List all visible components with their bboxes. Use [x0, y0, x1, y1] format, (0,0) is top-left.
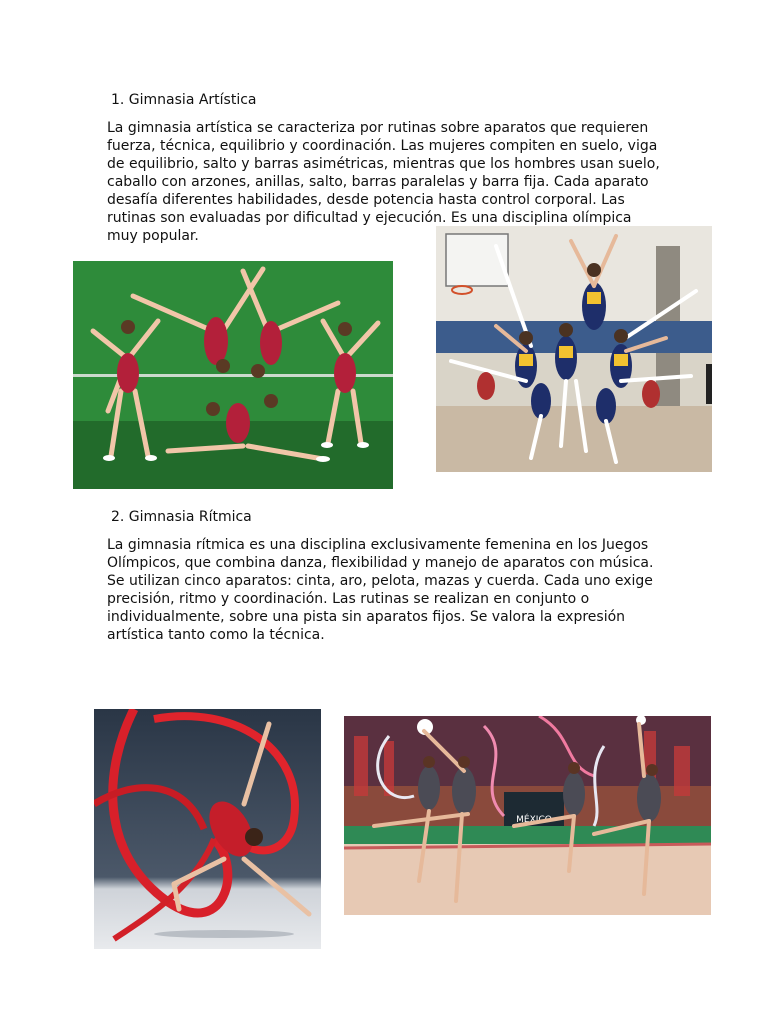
section-heading-artistica: 1. Gimnasia Artística [111, 92, 257, 108]
photo-acrobatic-pyramid [73, 261, 393, 489]
section-paragraph-ritmica: La gimnasia rítmica es una disciplina exclusivamente femenina en los Juegos Olímpicos, que combina danza, flexibilidad y manejo de aparatos con música. Se utilizan cinco aparatos: cinta, aro, pelota, mazas y cuerda. Cada uno exige precisión, ritmo y coordinación. Las rutinas se realizan en conjunto o individualmente, sobre una pista sin aparatos fijos. Se valora la expresión artística tanto como la técnica. [107, 537, 654, 643]
photo-ribbon-gymnast [94, 709, 321, 949]
section-paragraph-artistica: La gimnasia artística se caracteriza por rutinas sobre aparatos que requieren fuerza, técnica, equilibrio y coordinación. Las mujeres compiten en suelo, viga de equilibrio, salto y barras asimétricas, mientras que los hombres usan suelo, caballo con arzones, anillas, salto, barras paralelas y barra fija. Cada aparato desafía diferentes habilidades, desde potencia hasta control corporal. Las rutinas son evaluadas por dificultad y ejecución. Es una disciplina olímpica muy popular. [107, 120, 660, 244]
banner-text: MÉXICO [516, 815, 552, 825]
photo-rhythmic-group [344, 716, 711, 915]
section-heading-ritmica: 2. Gimnasia Rítmica [111, 509, 252, 525]
photo-mens-acrobatic-team [436, 226, 712, 472]
